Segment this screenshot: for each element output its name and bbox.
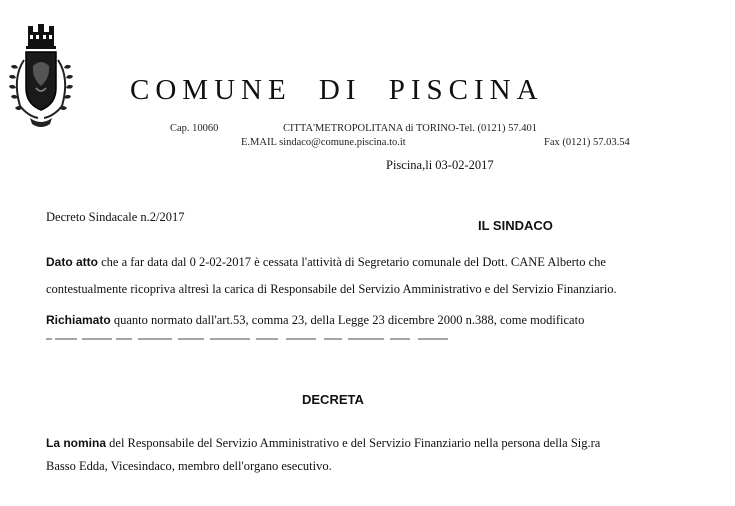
paragraph-text: del Responsabile del Servizio Amministrativo e del Servizio Finanziario nella persona della Sig.ra [109,436,601,450]
email-address: E.MAIL sindaco@comune.piscina.to.it [241,137,406,148]
document-date: Piscina,li 03-02-2017 [386,158,494,172]
fax-number: Fax (0121) 57.03.54 [544,137,630,148]
decree-number: Decreto Sindacale n.2/2017 [46,210,185,224]
paragraph-lead: La nomina [46,436,107,450]
city-phone: CITTA'METROPOLITANA di TORINO-Tel. (0121) 57.401 [283,123,537,134]
paragraph-text: che a far data dal 0 2-02-2017 è cessata l'attività di Segretario comunale del Dott. CANE Alberto che [101,255,606,269]
paragraph-dato-atto [46,255,606,270]
decreta-heading: DECRETA [302,392,364,407]
paragraph-nomina [46,436,600,451]
paragraph-text: contestualmente ricopriva altresì la carica di Responsabile del Servizio Amministrativo e del Servizio Finanziario. [46,282,617,296]
paragraph-richiamato [46,313,584,328]
postal-code: Cap. 10060 [170,123,219,134]
municipality-title: COMUNE DI PISCINA [130,74,544,106]
municipal-crest-icon [6,22,76,134]
cropped-text-line [46,336,466,341]
issuer-heading: IL SINDACO [478,218,553,233]
paragraph-text: Basso Edda, Vicesindaco, membro dell'organo esecutivo. [46,459,332,473]
paragraph-lead: Dato atto [46,255,98,269]
paragraph-text: quanto normato dall'art.53, comma 23, della Legge 23 dicembre 2000 n.388, come modificato [113,313,585,327]
paragraph-lead: Richiamato [46,313,111,327]
